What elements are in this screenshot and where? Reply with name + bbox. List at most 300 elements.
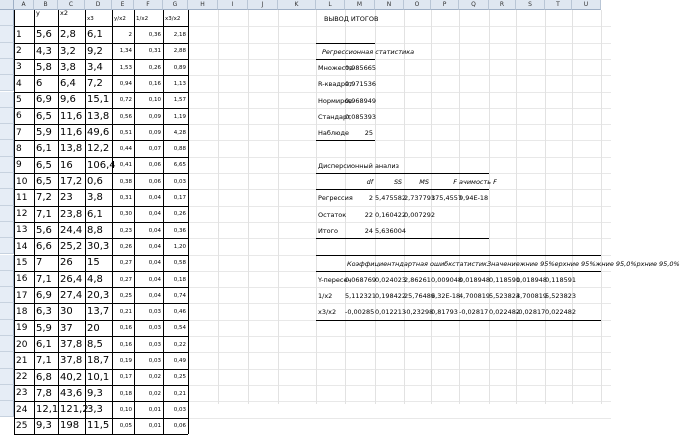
value-x3: 3,3	[87, 404, 103, 416]
summary-title: ВЫВОД ИТОГОВ	[324, 15, 379, 24]
value-y: 7	[36, 257, 43, 269]
value-inv-x2: 0,01	[148, 423, 161, 430]
value-x3: 9,2	[87, 45, 103, 57]
row-number: 25	[16, 421, 28, 432]
anova-value: 5,636004	[375, 226, 407, 235]
gridline	[248, 10, 249, 404]
anova-value: 0,007292	[404, 210, 436, 219]
value-inv-x2: 0,31	[148, 48, 161, 55]
value-x2: 40,2	[60, 371, 83, 383]
value-x3: 49,6	[87, 127, 110, 138]
stat-label: R-квадрат	[318, 80, 353, 89]
row-header[interactable]	[0, 206, 14, 222]
row-header[interactable]	[0, 320, 14, 336]
value-x3: 0,6	[87, 175, 103, 187]
value-x2: 27,4	[60, 290, 83, 301]
row-number: 10	[16, 176, 28, 187]
column-label: x3	[87, 15, 94, 22]
value-x3-over-x2: 0,58	[173, 260, 186, 267]
table-border	[14, 59, 188, 60]
value-y-over-x2: 0,05	[119, 423, 132, 430]
regression-stats-title: Регрессионная статистика	[322, 47, 415, 56]
table-border	[14, 140, 188, 141]
column-header[interactable]: C	[58, 0, 85, 10]
stat-value: 25	[364, 129, 373, 138]
value-inv-x2: 0,03	[148, 358, 161, 364]
value-x3: 13,8	[87, 110, 110, 122]
value-x3-over-x2: 0,26	[173, 211, 186, 218]
table-border	[14, 287, 188, 288]
table-border	[14, 222, 188, 223]
value-y: 5,9	[36, 322, 52, 334]
row-header[interactable]	[0, 140, 14, 156]
value-y: 6,6	[36, 241, 52, 253]
value-inv-x2: 0,06	[148, 162, 161, 169]
row-header[interactable]	[0, 10, 14, 26]
gridline	[572, 10, 573, 404]
anova-row-label: Итого	[318, 226, 339, 235]
coef-value: 0,118591	[545, 275, 577, 284]
value-y: 6,3	[36, 306, 52, 318]
table-border	[14, 43, 188, 44]
column-label: x2	[60, 9, 68, 17]
value-inv-x2: 0,01	[148, 406, 161, 413]
row-number: 8	[16, 143, 22, 154]
value-inv-x2: 0,04	[148, 243, 161, 250]
value-inv-x2: 0,09	[148, 113, 161, 120]
value-x2: 3,2	[60, 45, 76, 57]
value-y: 6,1	[36, 338, 52, 350]
anova-title: Дисперсионный анализ	[318, 161, 399, 170]
row-number: 14	[16, 241, 28, 252]
coef-value: -0,02817	[516, 308, 546, 317]
anova-value: 2	[368, 194, 373, 203]
value-y-over-x2: 0,16	[119, 325, 132, 332]
coef-value: 0,118591	[489, 275, 521, 284]
value-inv-x2: 0,10	[148, 97, 161, 104]
coef-value: 4,700819	[516, 292, 548, 301]
column-header[interactable]: D	[85, 0, 112, 10]
coef-value: 0,024023	[375, 275, 407, 284]
row-number: 13	[16, 225, 28, 236]
section-border	[316, 320, 601, 321]
value-x3-over-x2: 6,65	[173, 162, 186, 169]
value-x3: 4,8	[87, 273, 103, 285]
row-header[interactable]	[0, 124, 14, 140]
row-header[interactable]	[0, 287, 14, 303]
column-header[interactable]: Q	[459, 0, 489, 10]
row-header[interactable]	[0, 173, 14, 189]
value-y-over-x2: 0,25	[119, 292, 132, 299]
row-header[interactable]	[0, 92, 14, 108]
value-y-over-x2: 0,27	[119, 260, 132, 267]
value-x2: 2,8	[60, 29, 76, 41]
value-y: 6,5	[36, 159, 52, 171]
coef-value: 0,012213	[375, 308, 407, 317]
coef-row-label: Y-пересеч	[318, 275, 352, 284]
row-header[interactable]	[0, 59, 14, 75]
row-number: 11	[16, 192, 28, 203]
value-inv-x2: 0,04	[148, 276, 161, 283]
value-y: 6	[36, 78, 43, 90]
value-y-over-x2: 0,56	[119, 113, 132, 120]
coef-value: 0,022482	[545, 308, 577, 317]
gridline	[316, 10, 317, 404]
table-border	[14, 206, 188, 207]
value-inv-x2: 0,36	[148, 32, 161, 38]
value-y: 7,1	[36, 355, 52, 367]
row-number: 7	[16, 127, 22, 138]
value-x3-over-x2: 4,28	[173, 129, 186, 136]
row-number: 6	[16, 111, 22, 122]
value-x2: 198	[60, 420, 80, 432]
anova-value: 375,4557	[431, 194, 463, 203]
value-inv-x2: 0,26	[148, 64, 161, 71]
value-x3-over-x2: 1,13	[173, 80, 186, 87]
row-number: 24	[16, 404, 28, 415]
value-inv-x2: 0,04	[148, 292, 161, 299]
value-inv-x2: 0,03	[148, 309, 161, 316]
value-y-over-x2: 0,17	[119, 374, 132, 381]
stat-label: Стандарт	[318, 112, 351, 121]
value-x3: 30,3	[87, 241, 110, 253]
gridline	[404, 10, 405, 404]
section-border	[316, 43, 375, 44]
value-x3-over-x2: 0,22	[173, 341, 186, 348]
value-inv-x2: 0,03	[148, 325, 161, 332]
row-header[interactable]	[0, 303, 14, 319]
column-header[interactable]: E	[112, 0, 134, 10]
value-x2: 121,2	[60, 404, 89, 416]
column-header[interactable]: T	[545, 0, 572, 10]
gridline	[459, 10, 460, 404]
column-header[interactable]: J	[248, 0, 278, 10]
anova-value: 24	[364, 226, 373, 235]
value-y-over-x2: 1,53	[119, 64, 132, 71]
value-x2: 26,4	[60, 273, 83, 285]
value-x2: 37	[60, 322, 73, 334]
gridline	[431, 10, 432, 404]
value-x3: 13,7	[87, 306, 110, 318]
section-border	[316, 238, 489, 239]
column-header[interactable]: N	[375, 0, 404, 10]
value-y: 7,1	[36, 273, 52, 285]
value-y: 5,6	[36, 29, 52, 41]
value-x3-over-x2: 0,03	[173, 406, 186, 413]
coef-value: -0,23298	[404, 308, 434, 317]
select-all-corner[interactable]	[0, 0, 14, 10]
column-header[interactable]: U	[572, 0, 601, 10]
column-label: x3/x2	[165, 15, 181, 22]
value-y: 6,9	[36, 94, 52, 106]
value-x2: 37,8	[60, 355, 83, 367]
table-border	[14, 401, 188, 402]
value-x3-over-x2: 0,06	[173, 423, 186, 430]
row-header[interactable]	[0, 238, 14, 254]
coef-value: 5,112321	[345, 292, 377, 301]
row-number: 2	[16, 46, 22, 57]
row-number: 16	[16, 274, 28, 285]
value-y-over-x2: 0,94	[119, 80, 132, 87]
value-x3: 106,4	[87, 159, 116, 171]
anova-value: 5,475582	[375, 194, 407, 203]
table-border	[14, 157, 188, 158]
table-border	[14, 108, 188, 109]
anova-row-label: Остаток	[318, 210, 347, 219]
value-y-over-x2: 1,34	[119, 48, 132, 55]
column-header[interactable]: I	[218, 0, 248, 10]
value-y-over-x2: 0,51	[119, 129, 132, 136]
anova-value: 9,94E-18	[459, 194, 489, 203]
value-y: 6,5	[36, 110, 52, 122]
column-header[interactable]: A	[14, 0, 34, 10]
row-header[interactable]	[0, 26, 14, 42]
coef-value: 0,198422	[375, 292, 407, 301]
gridline	[601, 10, 602, 404]
value-inv-x2: 0,02	[148, 390, 161, 397]
value-x3-over-x2: 2,18	[173, 32, 186, 38]
coef-value: -0,02817	[459, 308, 489, 317]
coef-value: 0,068769	[345, 275, 377, 284]
anova-header: SS	[393, 178, 402, 187]
stat-label: Нормиров	[318, 96, 353, 105]
value-inv-x2: 0,04	[148, 227, 161, 234]
value-x3-over-x2: 1,20	[173, 243, 186, 250]
column-header[interactable]: K	[278, 0, 316, 10]
row-number: 23	[16, 388, 28, 399]
value-x3-over-x2: 2,88	[173, 48, 186, 55]
value-x2: 11,6	[60, 110, 83, 122]
coef-value: -0,00285	[345, 308, 375, 317]
column-header[interactable]: R	[489, 0, 516, 10]
value-x3-over-x2: 1,19	[173, 113, 186, 120]
value-x2: 23,8	[60, 208, 83, 220]
table-border	[14, 352, 188, 353]
value-x2: 25,2	[60, 241, 83, 253]
row-header[interactable]	[0, 255, 14, 271]
value-x2: 43,6	[60, 387, 83, 399]
row-header[interactable]	[0, 222, 14, 238]
value-x3: 15,1	[87, 94, 110, 106]
value-inv-x2: 0,06	[148, 178, 161, 185]
row-number: 9	[16, 160, 22, 171]
coef-value: 0,022482	[489, 308, 521, 317]
column-label: y	[36, 9, 40, 17]
table-border	[14, 75, 188, 76]
column-header[interactable]: B	[34, 0, 58, 10]
value-x2: 30	[60, 306, 73, 318]
gridline	[278, 10, 279, 404]
table-border	[14, 173, 188, 174]
value-y: 5,9	[36, 127, 52, 138]
value-x2: 37,8	[60, 338, 83, 350]
value-x3: 15	[87, 257, 100, 269]
value-x3-over-x2: 0,88	[173, 146, 186, 153]
anova-value: 0,160422	[375, 210, 407, 219]
row-header[interactable]	[0, 189, 14, 205]
value-inv-x2: 0,04	[148, 195, 161, 201]
value-x3-over-x2: 0,25	[173, 374, 186, 381]
value-inv-x2: 0,07	[148, 146, 161, 153]
value-x2: 17,2	[60, 175, 83, 187]
value-y-over-x2: 0,27	[119, 276, 132, 283]
value-x2: 24,4	[60, 224, 83, 236]
value-y-over-x2: 0,30	[119, 211, 132, 218]
row-header[interactable]	[0, 352, 14, 368]
anova-row-label: Регрессия	[318, 194, 353, 203]
value-x2: 6,4	[60, 78, 76, 90]
value-y-over-x2: 0,72	[119, 97, 132, 104]
stat-label: Множеств	[318, 63, 353, 72]
value-x2: 11,6	[60, 127, 83, 138]
table-border	[14, 320, 188, 321]
anova-header: ачимость F	[459, 178, 497, 187]
value-inv-x2: 0,16	[148, 80, 161, 87]
stat-value: 0,968949	[345, 96, 377, 105]
stat-label: Наблюде	[318, 129, 349, 138]
value-x3: 7,2	[87, 78, 103, 90]
value-x2: 9,6	[60, 94, 76, 106]
value-x3: 8,8	[87, 224, 103, 236]
value-y-over-x2: 0,19	[119, 358, 132, 364]
column-header[interactable]: L	[316, 0, 345, 10]
value-y-over-x2: 2	[128, 32, 132, 38]
value-x3: 6,1	[87, 208, 103, 220]
row-number: 4	[16, 78, 22, 89]
table-border	[14, 271, 188, 272]
value-y: 7,1	[36, 208, 52, 220]
value-x2: 16	[60, 159, 73, 171]
section-border	[316, 140, 375, 141]
value-y: 6,5	[36, 175, 52, 187]
value-y: 4,3	[36, 45, 52, 57]
coef-value: 4,700819	[459, 292, 491, 301]
value-x3: 9,3	[87, 387, 103, 399]
value-x3-over-x2: 0,54	[173, 325, 186, 332]
table-border	[14, 124, 188, 125]
table-border	[14, 385, 188, 386]
stat-value: 0,971536	[345, 80, 377, 89]
coef-value: 0,018948	[459, 275, 491, 284]
value-x2: 26	[60, 257, 73, 269]
section-border	[316, 271, 601, 272]
row-number: 5	[16, 95, 22, 106]
value-x3-over-x2: 1,57	[173, 97, 186, 104]
value-x3: 20,3	[87, 290, 110, 301]
stat-value: 0,985665	[345, 63, 377, 72]
anova-header: MS	[419, 178, 429, 187]
gridline	[218, 10, 219, 404]
coef-value: 6,32E-18	[431, 292, 461, 301]
coef-row-label: 1/x2	[318, 292, 333, 301]
value-x3: 11,5	[87, 420, 110, 432]
value-y: 6,9	[36, 290, 52, 301]
table-border	[14, 369, 188, 370]
column-header[interactable]: H	[188, 0, 218, 10]
column-header[interactable]: M	[345, 0, 375, 10]
value-inv-x2: 0,02	[148, 374, 161, 381]
anova-value: 2,737791	[404, 194, 436, 203]
column-header[interactable]: F	[134, 0, 163, 10]
value-x3: 8,5	[87, 338, 103, 350]
value-x3-over-x2: 0,17	[173, 195, 186, 201]
coef-value: 0,009048	[431, 275, 463, 284]
row-header[interactable]	[0, 43, 14, 59]
coef-value: 5,523823	[545, 292, 577, 301]
value-y: 7,2	[36, 192, 52, 204]
row-number: 15	[16, 258, 28, 269]
row-number: 17	[16, 290, 28, 301]
value-x3: 3,4	[87, 61, 103, 73]
coef-row-label: x3/x2	[318, 308, 337, 317]
value-y-over-x2: 0,21	[119, 309, 132, 316]
column-label: y/x2	[114, 15, 126, 22]
row-header[interactable]	[0, 401, 14, 417]
row-header[interactable]	[0, 157, 14, 173]
section-border	[316, 173, 489, 174]
column-header[interactable]: S	[516, 0, 545, 10]
table-border	[14, 92, 188, 93]
row-number: 20	[16, 339, 28, 350]
column-label: 1/x2	[136, 15, 149, 22]
value-x3-over-x2: 0,21	[173, 390, 186, 397]
table-border	[14, 418, 188, 419]
column-header[interactable]: G	[163, 0, 188, 10]
gridline	[516, 10, 517, 404]
value-y-over-x2: 0,41	[119, 162, 132, 169]
table-border	[14, 303, 188, 304]
value-inv-x2: 0,04	[148, 211, 161, 218]
row-header[interactable]	[0, 385, 14, 401]
table-border	[14, 26, 188, 27]
value-x3-over-x2: 0,49	[173, 358, 186, 364]
value-x2: 23	[60, 192, 73, 204]
row-header[interactable]	[0, 108, 14, 124]
value-y: 6,8	[36, 371, 52, 383]
row-number: 19	[16, 323, 28, 334]
section-border	[316, 59, 375, 60]
coefficients-header: Коэффициентндартная ошибкстатистикЗначениежние 95%ерхние 95%жние 95,0%рхние 95,0%	[347, 259, 680, 268]
row-header[interactable]	[0, 336, 14, 352]
value-y: 5,8	[36, 61, 52, 73]
value-y: 12,1	[36, 404, 59, 416]
value-y-over-x2: 0,23	[119, 227, 132, 234]
section-border	[316, 255, 601, 256]
column-header[interactable]: O	[404, 0, 431, 10]
value-y-over-x2: 0,10	[119, 406, 132, 413]
value-x2: 3,8	[60, 61, 76, 73]
value-x3: 6,1	[87, 29, 103, 41]
coef-value: 25,76489	[404, 292, 436, 301]
row-header[interactable]	[0, 369, 14, 385]
value-inv-x2: 0,04	[148, 260, 161, 267]
value-x3: 10,1	[87, 371, 110, 383]
value-inv-x2: 0,03	[148, 341, 161, 348]
value-x3-over-x2: 0,36	[173, 227, 186, 234]
value-x3: 3,8	[87, 192, 103, 204]
table-border	[14, 238, 188, 239]
value-x2: 13,8	[60, 143, 83, 155]
value-y: 5,6	[36, 224, 52, 236]
row-header[interactable]	[0, 271, 14, 287]
row-header[interactable]	[0, 75, 14, 91]
column-header[interactable]: P	[431, 0, 459, 10]
table-border	[14, 255, 188, 256]
row-number: 1	[16, 29, 22, 40]
table-border	[188, 10, 189, 434]
row-number: 18	[16, 306, 28, 317]
value-x3-over-x2: 0,74	[173, 292, 186, 299]
